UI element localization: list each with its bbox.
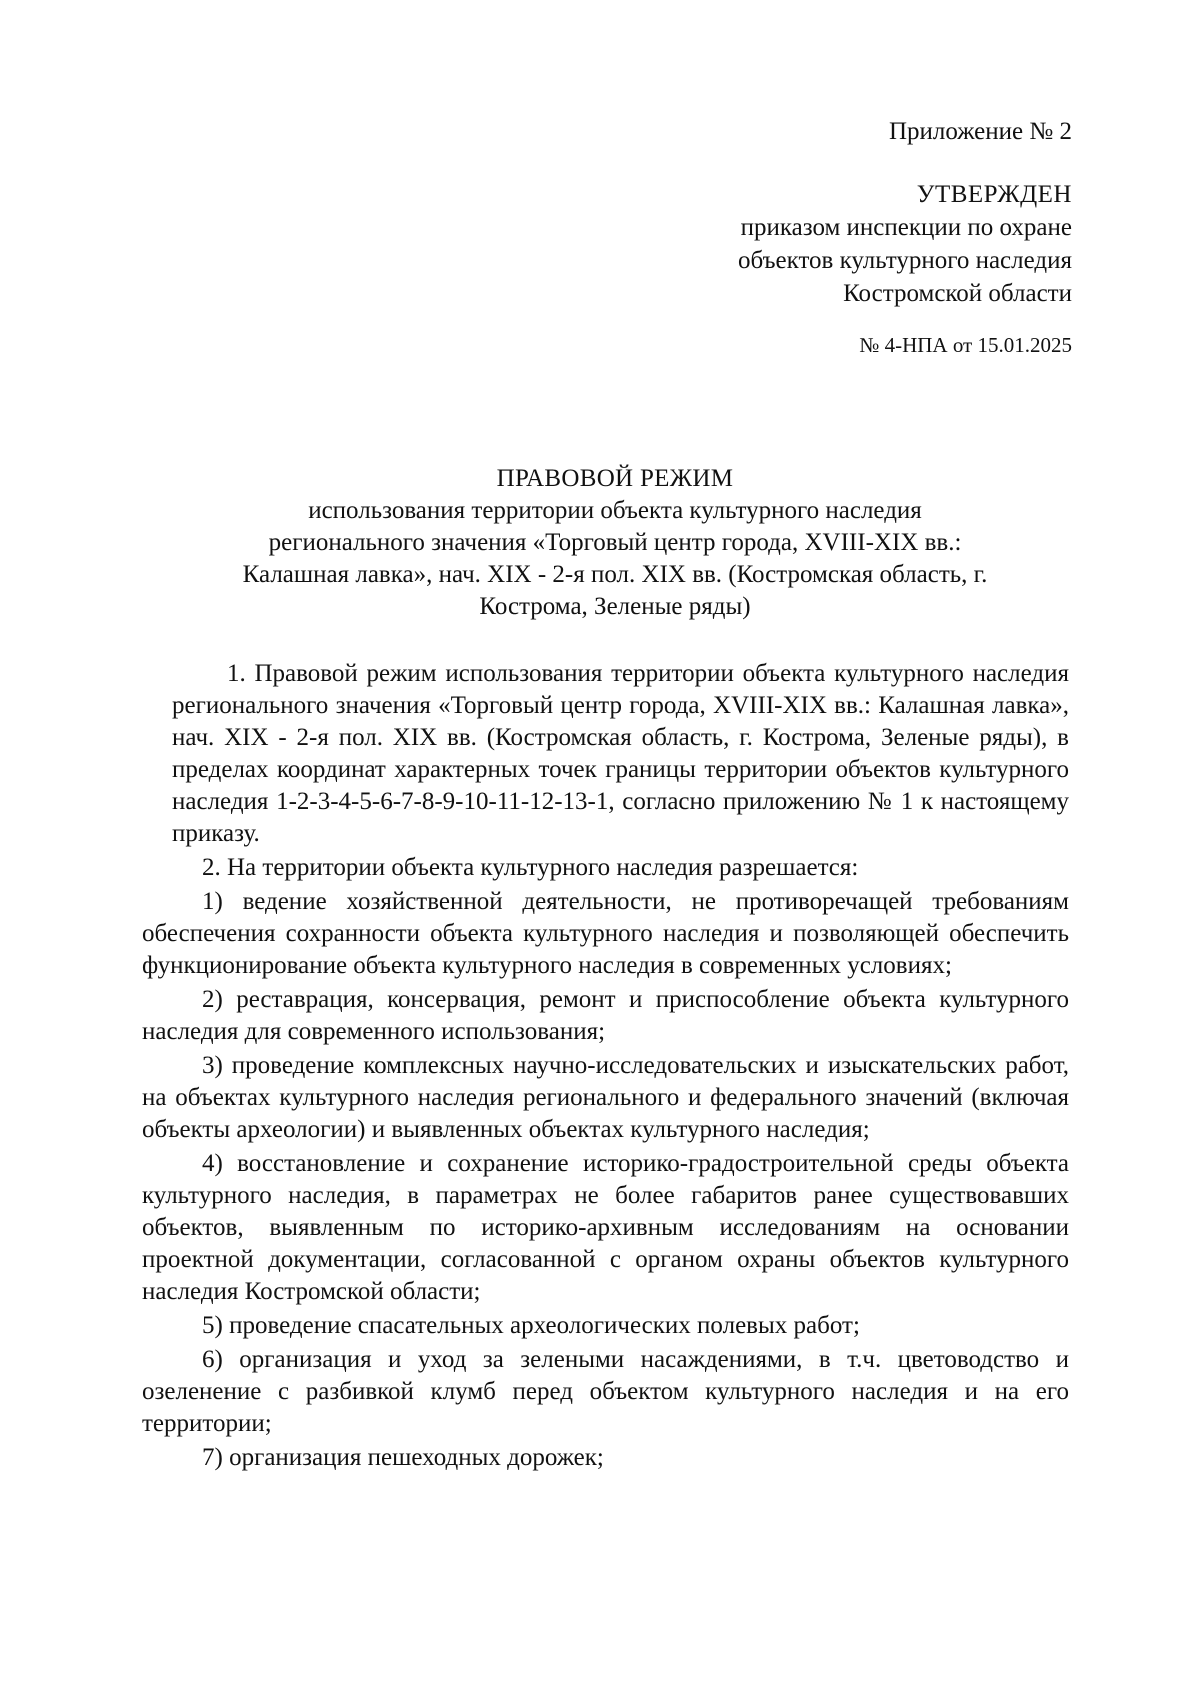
approved-line: объектов культурного наследия <box>738 247 1072 274</box>
list-item-7: 7) организация пешеходных дорожек; <box>202 1444 604 1471</box>
title-line: Калашная лавка», нач. XIX - 2-я пол. XIX вв. (Костромская область, г. <box>242 561 988 588</box>
title-line: регионального значения «Торговый центр города, XVIII-XIX вв.: <box>268 529 962 556</box>
list-item-1: 1) ведение хозяйственной деятельности, не противоречащей требованиям обеспечения сохранности объекта культурного наследия и позволяющей обеспечить функционирование объекта культурного наследия в современных условиях; <box>142 888 1069 979</box>
approval-block <box>738 178 1072 310</box>
title-line: использования территории объекта культурного наследия <box>308 497 922 524</box>
list-item-2: 2) реставрация, консервация, ремонт и приспособление объекта культурного наследия для современного использования; <box>142 986 1069 1045</box>
list-item-5: 5) проведение спасательных археологических полевых работ; <box>202 1312 860 1339</box>
approved-line: Костромской области <box>843 280 1072 307</box>
approved-title: УТВЕРЖДЕН <box>916 181 1072 208</box>
paragraph-1: 1. Правовой режим использования территории объекта культурного наследия регионального значения «Торговый центр города, XVIII-XIX вв.: Калашная лавка», нач. XIX - 2-я пол. XIX вв. (Костромская область, г. Кострома, Зеленые ряды), в пределах координат характерных точек границы территории объектов культурного наследия 1-2-3-4-5-6-7-8-9-10-11-12-13-1, согласно приложению № 1 к настоящему приказу. <box>172 660 1069 847</box>
list-item-4: 4) восстановление и сохранение историко-градостроительной среды объекта культурного наследия, в параметрах не более габаритов ранее существовавших объектов, выявленным по историко-архивным исследованиям на основании проектной документации, согласованной с органом охраны объектов культурного наследия Костромской области; <box>142 1150 1069 1305</box>
document-body <box>142 658 1069 1474</box>
list-item-6: 6) организация и уход за зелеными насаждениями, в т.ч. цветоводство и озеленение с разбивкой клумб перед объектом культурного наследия и на его территории; <box>142 1346 1069 1437</box>
approved-line: приказом инспекции по охране <box>740 214 1072 241</box>
appendix-text: Приложение № 2 <box>888 118 1072 145</box>
order-number: № 4-НПА от 15.01.2025 <box>859 333 1072 357</box>
title-line: Кострома, Зеленые ряды) <box>479 593 751 620</box>
appendix-label <box>889 115 1072 148</box>
document-title <box>165 463 1065 623</box>
list-item-3: 3) проведение комплексных научно-исследовательских и изыскательских работ, на объектах культурного наследия регионального и федерального значений (включая объекты археологии) и выявленных объектах культурного наследия; <box>142 1052 1069 1143</box>
paragraph-2: 2. На территории объекта культурного наследия разрешается: <box>202 854 859 881</box>
title-main: ПРАВОВОЙ РЕЖИМ <box>496 465 734 492</box>
